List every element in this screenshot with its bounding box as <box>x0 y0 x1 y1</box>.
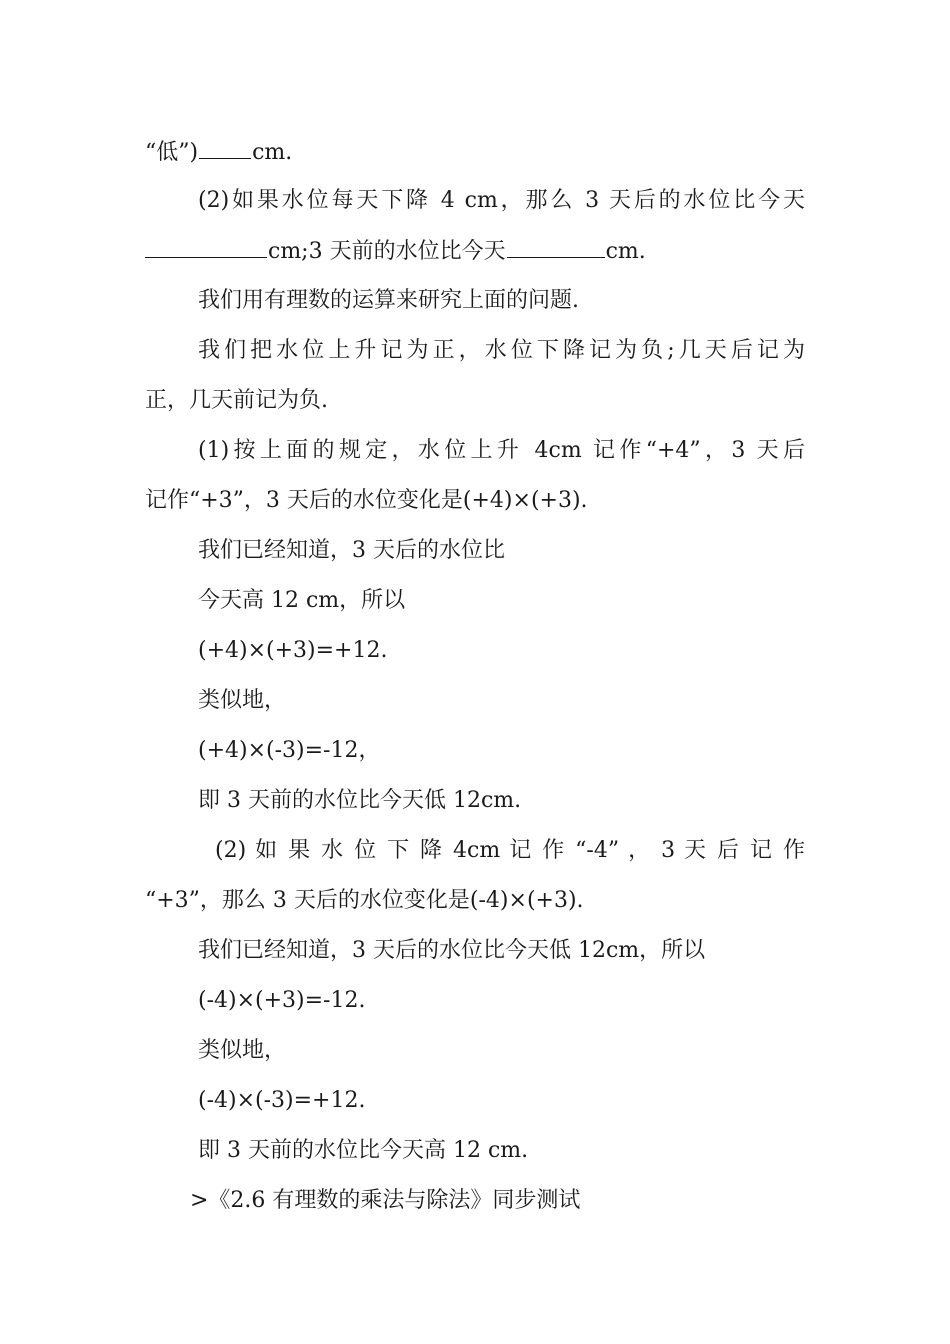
text-line: 我们已经知道，3 天后的水位比今天低 12cm，所以 <box>198 938 706 963</box>
text-line <box>145 138 292 168</box>
text-line: 我们把水位上升记为正，水位下降记为负;几天后记为 <box>198 338 805 363</box>
text-line: 类似地， <box>198 688 287 713</box>
text-segment: cm. <box>252 140 293 165</box>
text-line: 记作“+3”，3 天后的水位变化是(+4)×(+3). <box>145 488 588 513</box>
text-line: “+3”，那么 3 天后的水位变化是(-4)×(+3). <box>145 888 584 913</box>
related-article-link[interactable]: >《2.6 有理数的乘法与除法》同步测试 <box>190 1188 581 1213</box>
text-line: 我们用有理数的运算来研究上面的问题. <box>198 288 579 313</box>
fill-in-blank <box>199 138 251 159</box>
text-line: 正，几天前记为负. <box>145 388 328 413</box>
text-segment: cm. <box>605 239 646 264</box>
equation-line: (-4)×(-3)=+12. <box>198 1088 366 1113</box>
text-line: 即 3 天前的水位比今天低 12cm. <box>198 788 522 813</box>
text-line: (2) 如 果 水 位 下 降 4cm 记 作 “-4” ， 3 天 后 记 作 <box>215 838 805 863</box>
text-line: 即 3 天前的水位比今天高 12 cm. <box>198 1138 529 1163</box>
text-line: 类似地， <box>198 1038 287 1063</box>
fill-in-blank <box>145 237 267 258</box>
text-line: (2)如果水位每天下降 4 cm，那么 3 天后的水位比今天 <box>198 188 805 213</box>
text-line <box>145 237 646 267</box>
equation-line: (+4)×(+3)=+12. <box>198 638 388 663</box>
equation-line: (-4)×(+3)=-12. <box>198 988 366 1013</box>
fill-in-blank <box>507 237 605 258</box>
text-line: 我们已经知道，3 天后的水位比 <box>198 538 505 563</box>
text-segment: cm;3 天前的水位比今天 <box>268 239 506 264</box>
text-line: (1)按上面的规定，水位上升 4cm 记作“+4”，3 天后 <box>198 438 805 463</box>
text-line: 今天高 12 cm，所以 <box>198 588 406 613</box>
text-segment: “低”) <box>145 140 199 165</box>
equation-line: (+4)×(-3)=-12， <box>198 738 381 763</box>
